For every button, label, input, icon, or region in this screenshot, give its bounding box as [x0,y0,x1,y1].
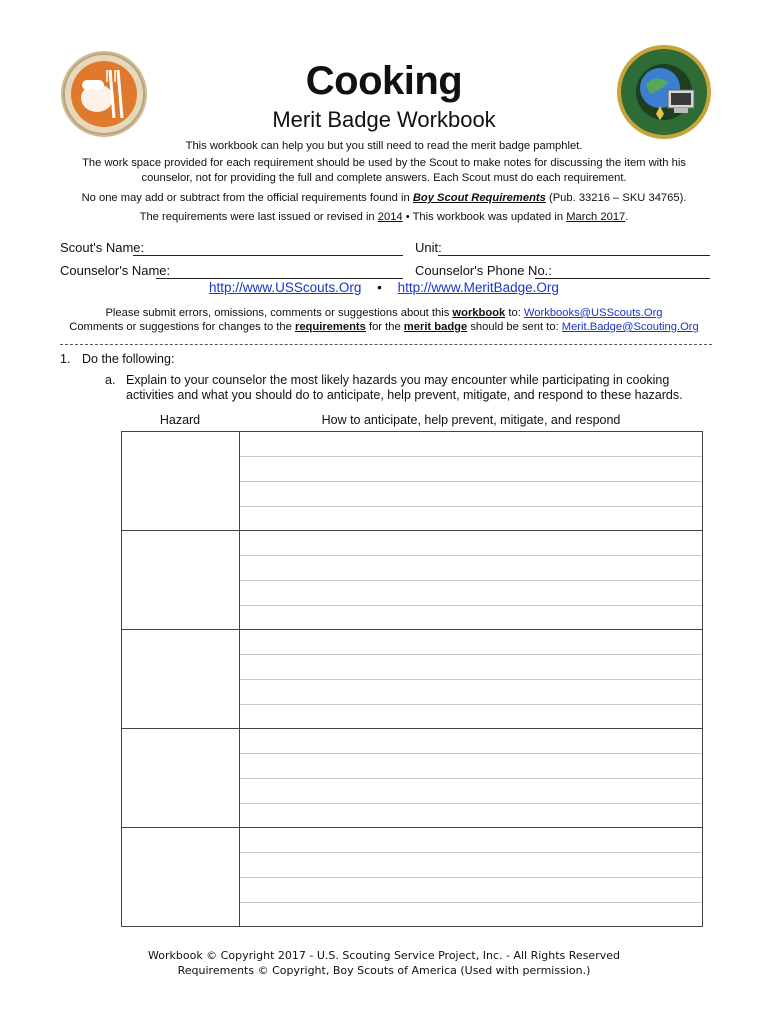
unit-label: Unit: [415,240,442,255]
meritbadge-link[interactable]: http://www.MeritBadge.Org [397,280,559,295]
response-cell[interactable] [240,531,702,629]
page-title: Cooking [305,59,463,103]
hazard-table [121,431,703,927]
hazard-column-header: Hazard [159,413,201,427]
workbooks-email-link[interactable]: Workbooks@USScouts.Org [523,307,663,319]
response-cell[interactable] [240,828,702,927]
counselor-phone-label: Counselor's Phone No.: [415,263,552,278]
table-row [122,531,702,630]
boy-scout-requirements-title: Boy Scout Requirements [412,192,546,204]
footer-copyright-workbook: Workbook © Copyright 2017 - U.S. Scouting Service Project, Inc. - All Rights Reserved [148,949,620,962]
counselor-name-field[interactable] [156,278,403,279]
submit-requirements-note: Comments or suggestions for changes to the requirements for the merit badge should be sent to: Merit.Badge@Scouting.Org [69,321,699,333]
usscouts-link[interactable]: http://www.USScouts.Org [209,280,362,295]
response-cell[interactable] [240,432,702,530]
table-row [122,630,702,729]
response-cell[interactable] [240,630,702,728]
scout-name-label: Scout's Name: [60,240,145,255]
website-links [0,280,768,296]
requirement-1a-text: Explain to your counselor the most likely hazards you may encounter while participating in cooking activities and what you should do to anticipate, help prevent, mitigate, and respond to these hazards. [126,373,683,402]
counselor-name-label: Counselor's Name: [60,263,171,278]
response-column-header: How to anticipate, help prevent, mitigate, and respond [321,413,621,427]
hazard-cell[interactable] [122,828,240,927]
intro-line-1: This workbook can help you but you still need to read the merit badge pamphlet. [185,140,583,152]
hazard-cell[interactable] [122,432,240,530]
hazard-cell[interactable] [122,729,240,827]
hazard-cell[interactable] [122,531,240,629]
submit-errors-note: Please submit errors, omissions, comments or suggestions about this workbook to: Workbooks@USScouts.Org [105,307,663,319]
link-separator: • [377,280,382,295]
requirement-1-text: Do the following: [82,352,175,366]
page-subtitle: Merit Badge Workbook [272,107,496,132]
table-row [122,828,702,927]
hazard-cell[interactable] [122,630,240,728]
intro-line-2: The work space provided for each requirement should be used by the Scout to make notes for discussing the item with his counselor, not for providing the full and complete answers. Each Scout must do each requirement. [82,157,686,184]
merit-badge-email-link[interactable]: Merit.Badge@Scouting.Org [561,321,699,333]
table-row [122,729,702,828]
unit-field[interactable] [438,255,710,256]
scout-name-field[interactable] [133,255,403,256]
intro-line-3: No one may add or subtract from the official requirements found in Boy Scout Requirements (Pub. 33216 – SKU 34765). [81,192,687,204]
counselor-phone-field[interactable] [535,278,710,279]
footer-copyright-requirements: Requirements © Copyright, Boy Scouts of America (Used with permission.) [177,964,591,977]
table-row [122,432,702,531]
requirement-1-number: 1. [60,352,71,366]
requirement-1a-letter: a. [105,373,116,387]
response-cell[interactable] [240,729,702,827]
intro-line-4: The requirements were last issued or revised in 2014 • This workbook was updated in March 2017. [139,211,629,223]
section-divider [60,344,712,345]
